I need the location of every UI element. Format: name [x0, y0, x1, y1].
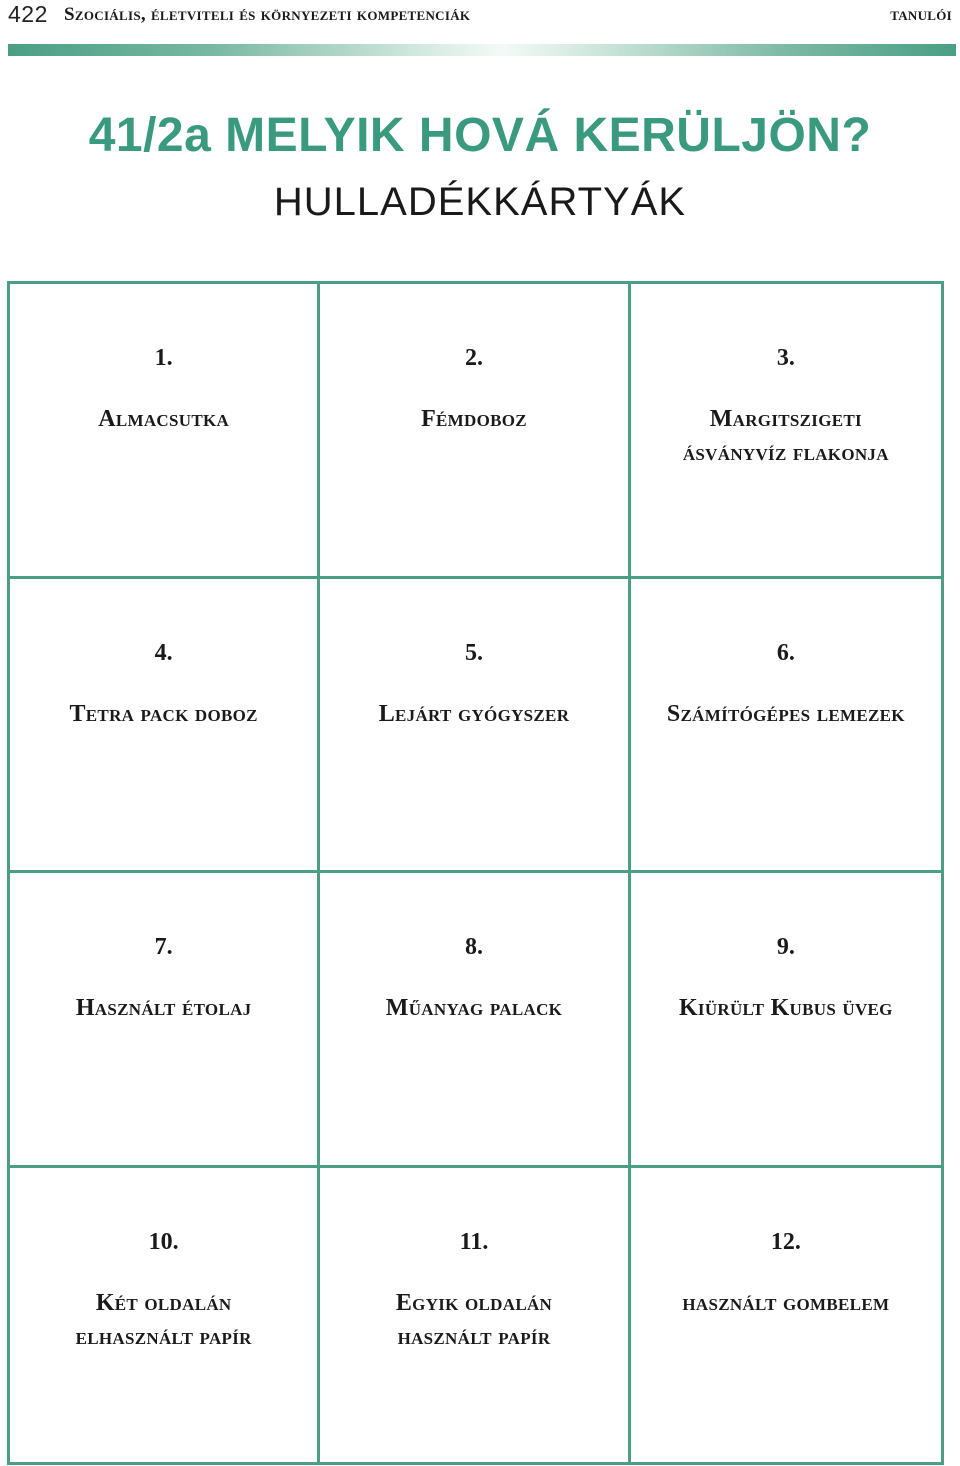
waste-card-9: [631, 873, 941, 1168]
page-number: 422: [8, 1, 48, 27]
card-number: 8.: [464, 934, 483, 960]
card-label-line: Margitszigeti: [709, 406, 862, 432]
card-label-line: Egyik oldalán: [395, 1289, 553, 1316]
card-label-line: Használt étolaj: [75, 995, 252, 1021]
waste-card-1: [10, 284, 320, 579]
waste-card-2: [320, 284, 630, 579]
card-label-line: Számítógépes lemezek: [666, 700, 905, 727]
waste-card-12: [631, 1168, 941, 1463]
card-number: 4.: [154, 639, 173, 666]
running-title-right: tanulói: [890, 4, 952, 25]
waste-card-3: [631, 284, 941, 579]
card-number: 5.: [464, 639, 483, 666]
card-label-line: Műanyag palack: [385, 995, 563, 1021]
card-label-line: elhasznált papír: [75, 1323, 252, 1350]
waste-card-10: [10, 1168, 320, 1463]
card-label-line: Két oldalán: [95, 1289, 232, 1316]
card-number: 10.: [148, 1228, 179, 1255]
card-label-line: használt gombelem: [682, 1289, 890, 1316]
card-number: 11.: [459, 1228, 489, 1255]
card-number: 12.: [770, 1228, 801, 1255]
page-header: [0, 0, 960, 32]
card-number: 6.: [776, 639, 795, 666]
card-label-line: Fémdoboz: [421, 406, 527, 432]
card-label: [674, 1286, 897, 1320]
running-title: Szociális, életviteli és környezeti kompetenciák: [64, 4, 471, 25]
card-label-line: Lejárt gyógyszer: [378, 700, 570, 727]
waste-card-6: [631, 579, 941, 874]
card-label: [61, 697, 265, 731]
waste-card-5: [320, 579, 630, 874]
waste-card-8: [320, 873, 630, 1168]
card-label-line: Kiürült Kubus üveg: [678, 995, 893, 1021]
waste-card-11: [320, 1168, 630, 1463]
card-number: 1.: [154, 345, 173, 371]
card-label: [675, 402, 897, 470]
page-subtitle: HULLADÉKKÁRTYÁK: [273, 180, 687, 224]
card-label: [371, 697, 578, 731]
waste-card-4: [10, 579, 320, 874]
card-label: [90, 402, 237, 436]
card-label-line: használt papír: [397, 1323, 551, 1350]
card-label: [68, 1286, 260, 1354]
card-label: [378, 991, 570, 1025]
page-title: 41/2a MELYIK HOVÁ KERÜLJÖN?: [88, 109, 872, 162]
card-number: 9.: [776, 934, 795, 960]
card-number: 3.: [776, 345, 795, 371]
waste-card-7: [10, 873, 320, 1168]
card-label-line: ásványvíz flakonja: [682, 440, 889, 466]
card-label: [388, 1286, 560, 1354]
card-label: [68, 991, 260, 1025]
header-gradient-bar: [8, 44, 956, 56]
waste-card-grid: [7, 281, 944, 1465]
card-label-line: Tetra pack doboz: [69, 700, 258, 727]
card-label-line: Almacsutka: [98, 406, 230, 432]
card-number: 7.: [154, 934, 173, 960]
card-number: 2.: [464, 345, 483, 371]
card-label: [659, 697, 913, 731]
card-label: [413, 402, 535, 436]
card-label: [671, 991, 901, 1025]
